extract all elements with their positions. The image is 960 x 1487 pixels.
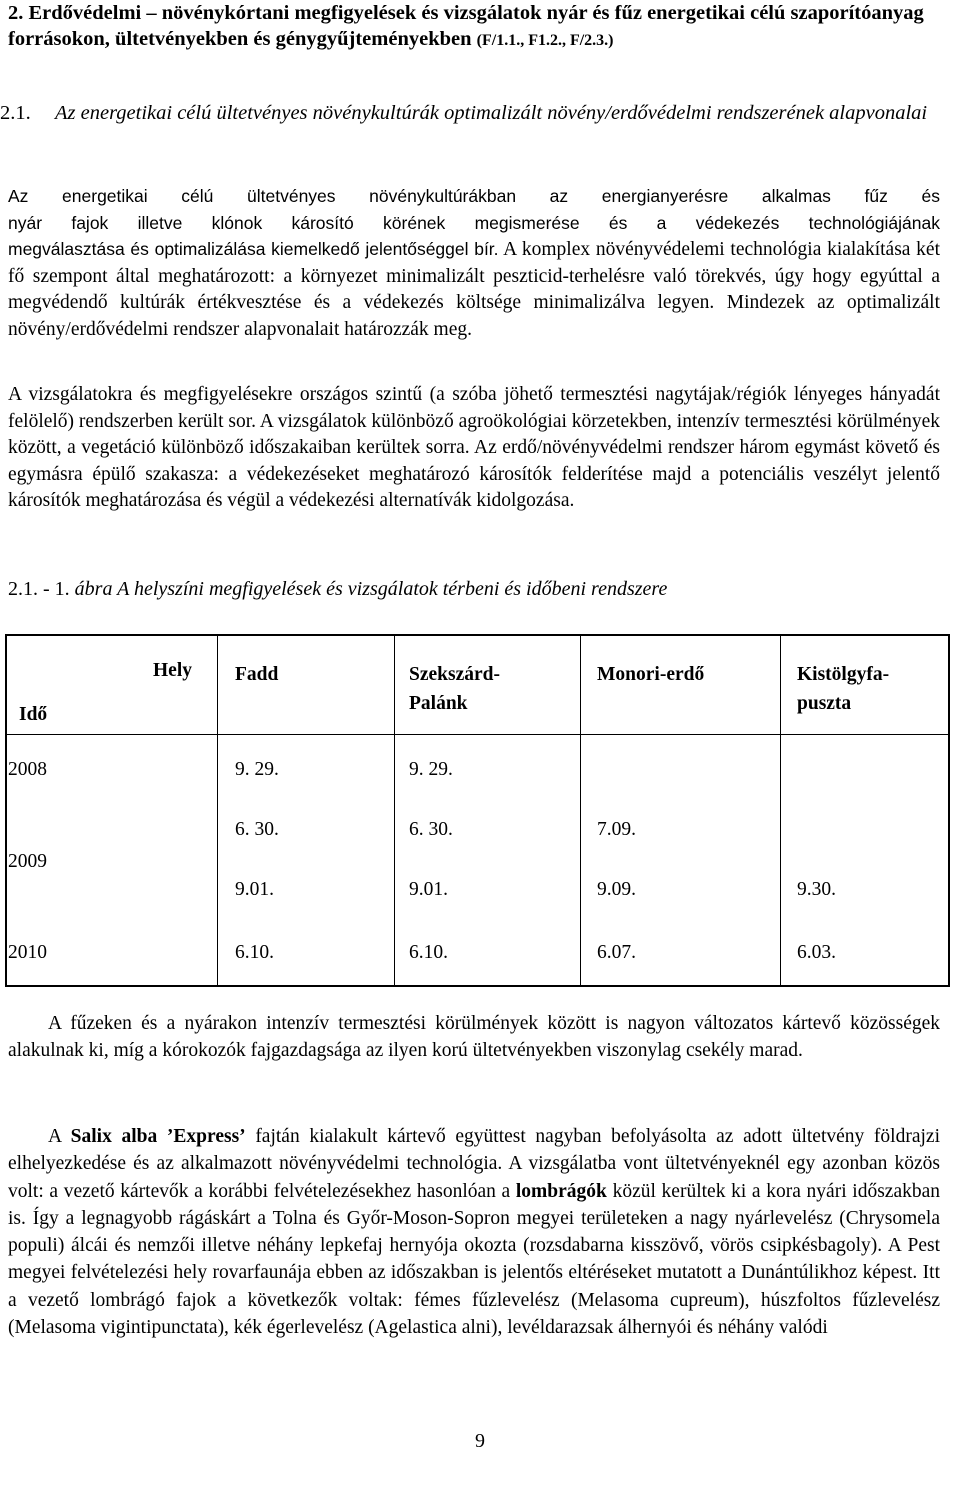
intro-line: nyár fajok illetve klónok károsító körének megismerése és a védekezés technológiájának (8, 212, 940, 233)
section-heading-ref: (F/1.1., F1.2., F/2.3.) (476, 32, 614, 49)
section-heading (8, 0, 938, 54)
paragraph-2-text: A vizsgálatokra és megfigyelésekre országos szintű (a szóba jöhető termesztési nagytájak/régiók lényeges hányadát felölelő) rendszerben került sor. A vizsgálatok különböző agroökológiai körzetekben, intenzív termesztési körülmények között, a vegetáció különböző időszakaiban kerültek sorra. Az erdő/növényvédelmi rendszer három egymást követő és egymásra épülő szakasza: a védekezéseket meghatározó károsítók felderítése majd a potenciális veszélyt jelentő károsítók meghatározása és végül a védekezési alternatívák kidolgozása. (8, 384, 940, 512)
table-header-rule (5, 734, 950, 735)
table-col-header: Monori-erdő (597, 664, 705, 685)
species-name: Salix alba ’Express’ (70, 1126, 246, 1147)
table-border-bottom (5, 985, 950, 987)
table-cell: 9.01. (235, 879, 274, 900)
pest-group: lombrágók (515, 1180, 607, 1202)
table-row-year: 2010 (8, 942, 47, 963)
table-corner-top: Hely (153, 660, 192, 681)
paragraph-4-text: A (48, 1126, 71, 1147)
intro-lines (8, 183, 940, 236)
table-cell: 9. 29. (409, 759, 453, 780)
figure-caption-text: ábra A helyszíni megfigyelések és vizsgálatok térbeni és időbeni rendszere (74, 578, 668, 600)
paragraph-4 (8, 1123, 940, 1341)
table-cell: 6. 30. (409, 819, 453, 840)
paragraph-3 (8, 1011, 940, 1064)
intro-line: Az energetikai célú ültetvényes növénykultúrákban az energianyerésre alkalmas fűz és (8, 186, 940, 206)
table-cell: 6.03. (797, 942, 836, 963)
section-heading-text: 2. Erdővédelmi – növénykórtani megfigyelések és vizsgálatok nyár és fűz energetikai célú szaporítóanyag forrásokon, ültetvényekben és génygyűjteményekben (8, 2, 924, 50)
intro-paragraph (8, 236, 940, 343)
paragraph-3-text: A fűzeken és a nyárakon intenzív termesztési körülmények között is nagyon változatos kártevő közösségek alakulnak ki, míg a kórokozók fajgazdagsága az ilyen korú ültetvényekben viszonylag csekély marad. (8, 1013, 940, 1061)
paragraph-4-text: fajtán kialakult kártevő együttest nagyban befolyásolta az adott ültetvény földrajzi elhelyezkedése és az alkalmazott növényvédelmi technológia. A vizsgálatba vont ültetvényeknél egy azonban közös volt: a vezető kártevők a korábbi felvételezésekhez hasonlóan a (8, 1126, 940, 1202)
table-border-right (948, 634, 950, 987)
table-cell: 6.10. (409, 942, 448, 963)
table-col-sep (217, 634, 218, 987)
page-number: 9 (475, 1430, 485, 1452)
table-col-header: Kistölgyfa- puszta (797, 664, 890, 714)
table-col-sep (394, 634, 395, 987)
intro-line: megválasztása és optimalizálása kiemelkedő jelentőséggel bír. (8, 239, 499, 259)
table-cell: 6. 30. (235, 819, 279, 840)
table-col-header: Szekszárd- Palánk (409, 664, 500, 714)
figure-caption (8, 576, 667, 602)
paragraph-4-text: közül kerültek ki a kora nyári időszakban is. Így a legnagyobb rágáskárt a Tolna és Győr-Moson-Sopron megyei területeken a nagy nyárlevelész (Chrysomela populi) álcái és nemzői illetve néhány lepkefaj hernyója okozta (rozsdabarna kisszövő, vörös csipkésbagoly). A Pest megyei felvételezési hely rovarfaunája ebben az időszakban is jelentős eltéréseket mutatott a Dunántúlikhoz képest. Itt a vezető lombrágó fajok a következők voltak: fémes fűzlevelész (Melasoma cupreum), húszfoltos fűzlevelész (Melasoma vigintipunctata), kék égerlevelész (Agelastica alni), levéldarazsak álhernyói és néhány valódi (8, 1180, 940, 1339)
table-cell: 6.10. (235, 942, 274, 963)
table-cell: 9. 29. (235, 759, 279, 780)
schedule-table (5, 634, 950, 987)
table-cell: 9.30. (797, 879, 836, 900)
table-corner-bottom: Idő (19, 704, 48, 725)
table-col-header: Fadd (235, 664, 279, 685)
table-col-sep (780, 634, 781, 987)
paragraph-2 (8, 382, 940, 515)
table-cell: 9.09. (597, 879, 636, 900)
intro-rest: A komplex növényvédelemi technológia kialakítása két fő szempont által meghatározott: a környezet minimalizált peszticid-terhelésre való törekvés, úgy hogy egyúttal a megvédendő kultúrák értékvesztése és a védekezés költsége minimalizálva legyen. Mindezek az optimalizált növény/erdővédelmi rendszer alapvonalait határozzák meg. (8, 239, 940, 340)
subsection-number: 2.1. (0, 102, 31, 124)
table-cell: 9.01. (409, 879, 448, 900)
table-row-year: 2008 (8, 759, 47, 780)
figure-caption-number: 2.1. - 1. (8, 578, 70, 600)
table-row-year: 2009 (8, 851, 47, 872)
table-cell: 7.09. (597, 819, 636, 840)
table-col-sep (580, 634, 581, 987)
subsection-heading (0, 100, 940, 127)
table-cell: 6.07. (597, 942, 636, 963)
subsection-title: Az energetikai célú ültetvényes növénykultúrák optimalizált növény/erdővédelmi rendszerének alapvonalai (55, 102, 928, 124)
